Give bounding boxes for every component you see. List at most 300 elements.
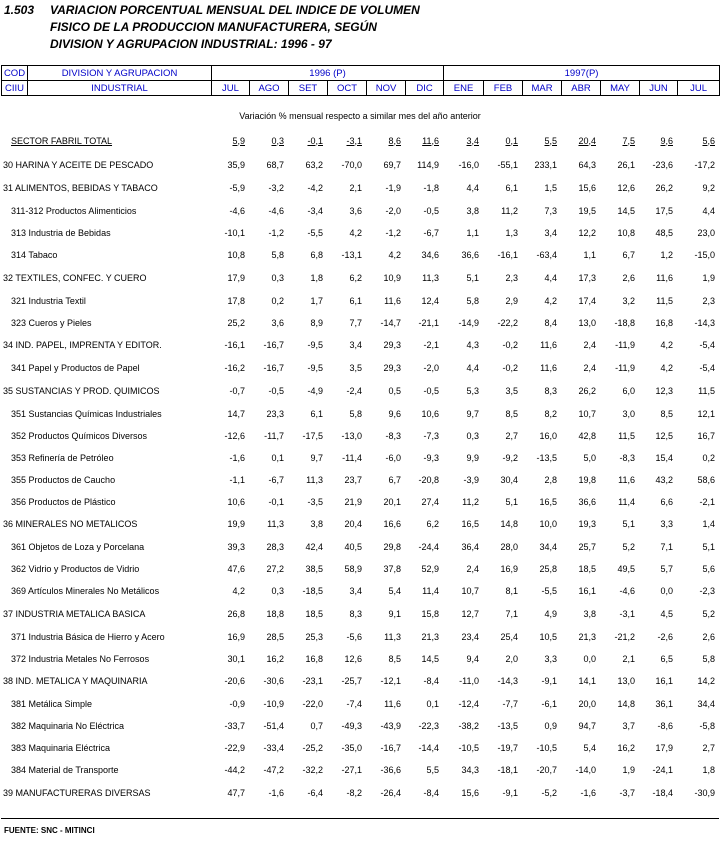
cell-value: 17,3 — [578, 272, 596, 283]
cell-value: -1,9 — [385, 183, 401, 194]
row-label: 361 Objetos de Loza y Porcelana — [11, 542, 145, 552]
cell-value: -1,6 — [268, 787, 284, 798]
table-title — [4, 2, 716, 53]
cell-value: 5,1 — [622, 519, 635, 530]
cell-value: 64,3 — [578, 159, 596, 170]
cell-value: -17,2 — [694, 159, 715, 170]
cell-value: -11,9 — [615, 363, 635, 373]
subgroup-row — [1, 469, 719, 491]
cell-value: -30,9 — [694, 787, 715, 798]
cell-value: -3,2 — [268, 183, 284, 194]
header-month: SET — [289, 81, 328, 96]
cell-value: 8,5 — [388, 653, 401, 664]
cell-value: 0,3 — [271, 586, 284, 596]
cell-value: 26,2 — [655, 183, 673, 194]
header-year-1997: 1997(P) — [444, 66, 720, 81]
cell-value: 25,4 — [500, 631, 518, 642]
cell-value: 8,3 — [349, 608, 362, 619]
cell-value: 10,7 — [578, 408, 596, 419]
cell-value: 11,3 — [267, 519, 284, 530]
row-label: 352 Productos Químicos Diversos — [11, 430, 148, 441]
cell-value: 94,7 — [578, 721, 596, 731]
cell-value: 11,2 — [462, 496, 479, 507]
cell-value: 12,4 — [421, 295, 439, 306]
cell-value: 6,7 — [388, 474, 401, 485]
row-label: 382 Maquinaria No Eléctrica — [11, 721, 125, 731]
subgroup-row — [1, 693, 719, 715]
row-label: 31 ALIMENTOS, BEBIDAS Y TABACO — [3, 183, 158, 194]
division-row — [1, 379, 719, 403]
cell-value: -10,9 — [263, 699, 284, 709]
cell-value: -44,2 — [224, 765, 245, 775]
division-row — [1, 513, 719, 537]
cell-value: 43,2 — [655, 474, 673, 485]
row-label: 383 Maquinaria Eléctrica — [11, 743, 111, 753]
subgroup-row — [1, 357, 719, 379]
cell-value: -47,2 — [263, 765, 284, 775]
table-number: 1.503 — [4, 3, 35, 17]
cell-value: 29,8 — [383, 542, 401, 552]
cell-value: -0,5 — [423, 385, 439, 396]
cell-value: 2,4 — [466, 564, 479, 574]
cell-value: 58,6 — [697, 474, 715, 485]
cell-value: -5,4 — [699, 340, 715, 351]
cell-value: 9,9 — [466, 452, 479, 463]
subgroup-row — [1, 558, 719, 580]
cell-value: -1,6 — [229, 452, 245, 463]
source-note: FUENTE: SNC - MITINCI — [4, 826, 95, 835]
cell-value: 2,7 — [505, 430, 518, 441]
cell-value: -8,2 — [346, 787, 362, 798]
cell-value: -38,2 — [458, 721, 479, 731]
cell-value: -35,0 — [341, 743, 362, 753]
cell-value: 7,5 — [622, 135, 635, 146]
cell-value: -9,2 — [502, 452, 518, 463]
cell-value: 13,0 — [578, 317, 596, 328]
cell-value: 25,7 — [578, 542, 596, 552]
cell-value: 14,5 — [421, 653, 439, 664]
cell-value: 1,5 — [544, 183, 557, 194]
cell-value: -3,5 — [307, 496, 323, 507]
row-label: 369 Artículos Minerales No Metálicos — [11, 586, 160, 596]
cell-value: -8,4 — [423, 787, 439, 798]
cell-value: 16,6 — [383, 519, 401, 530]
row-label: SECTOR FABRIL TOTAL — [11, 135, 113, 146]
cell-value: -22,0 — [302, 699, 323, 709]
cell-value: -12,1 — [380, 676, 401, 687]
cell-value: 5,6 — [702, 564, 715, 574]
cell-value: 36,6 — [578, 496, 596, 507]
row-label: 30 HARINA Y ACEITE DE PESCADO — [3, 159, 154, 170]
cell-value: 52,9 — [421, 564, 439, 574]
cell-value: 7,1 — [660, 542, 673, 552]
cell-value: 16,8 — [655, 317, 673, 328]
cell-value: 4,2 — [660, 363, 673, 373]
cell-value: 11,3 — [306, 474, 323, 485]
header-month: JUN — [640, 81, 678, 96]
cell-value: 11,6 — [618, 474, 635, 485]
cell-value: 14,2 — [697, 676, 715, 687]
cell-value: 6,0 — [622, 385, 635, 396]
cell-value: 2,6 — [622, 272, 635, 283]
cell-value: 9,7 — [466, 408, 479, 419]
cell-value: 5,7 — [660, 564, 673, 574]
cell-value: 10,5 — [539, 631, 557, 642]
cell-value: 21,3 — [421, 631, 439, 642]
cell-value: 8,5 — [505, 408, 518, 419]
cell-value: -16,1 — [224, 340, 245, 351]
cell-value: -0,2 — [502, 363, 518, 373]
cell-value: 11,6 — [540, 340, 557, 351]
cell-value: -33,4 — [263, 743, 284, 753]
cell-value: 16,0 — [539, 430, 557, 441]
cell-value: 1,3 — [505, 228, 518, 238]
cell-value: 0,2 — [271, 295, 284, 306]
header-month: JUL — [212, 81, 250, 96]
cell-value: 3,0 — [622, 408, 635, 419]
cell-value: 11,5 — [698, 385, 715, 396]
cell-value: -18,1 — [497, 765, 518, 775]
sector-total-row — [1, 128, 719, 153]
cell-value: -1,8 — [423, 183, 439, 194]
division-row — [1, 602, 719, 626]
header-month: AGO — [250, 81, 289, 96]
cell-value: 12,6 — [344, 653, 362, 664]
cell-value: -7,3 — [423, 430, 439, 441]
cell-value: 18,8 — [266, 608, 284, 619]
cell-value: 6,1 — [349, 295, 362, 306]
cell-value: -8,4 — [423, 676, 439, 687]
cell-value: 1,9 — [622, 765, 635, 775]
cell-value: 12,3 — [655, 385, 673, 396]
cell-value: -16,7 — [263, 340, 284, 351]
cell-value: -55,1 — [497, 159, 518, 170]
subgroup-row — [1, 491, 719, 513]
cell-value: 38,5 — [305, 564, 323, 574]
cell-value: 42,4 — [305, 542, 323, 552]
cell-value: 2,4 — [583, 363, 596, 373]
cell-value: 1,1 — [583, 250, 596, 260]
cell-value: 14,7 — [227, 408, 245, 419]
cell-value: 7,1 — [505, 608, 518, 619]
cell-value: 8,4 — [544, 317, 557, 328]
cell-value: 1,7 — [310, 295, 323, 306]
bottom-rule — [1, 818, 719, 819]
row-label: 39 MANUFACTURERAS DIVERSAS — [3, 787, 151, 798]
subgroup-row — [1, 580, 719, 602]
cell-value: 34,6 — [421, 250, 439, 260]
subgroup-row — [1, 715, 719, 737]
cell-value: 11,5 — [656, 295, 673, 306]
row-label: 34 IND. PAPEL, IMPRENTA Y EDITOR. — [3, 340, 162, 351]
cell-value: -6,7 — [268, 474, 284, 485]
cell-value: -2,0 — [423, 363, 439, 373]
cell-value: -36,6 — [380, 765, 401, 775]
cell-value: 25,8 — [539, 564, 557, 574]
header-ciiu: CIIU — [2, 81, 28, 96]
cell-value: 16,5 — [461, 519, 479, 530]
cell-value: 16,5 — [539, 496, 557, 507]
cell-value: 11,6 — [656, 272, 673, 283]
cell-value: 28,5 — [266, 631, 284, 642]
row-label: 372 Industria Metales No Ferrosos — [11, 653, 150, 664]
cell-value: 11,5 — [618, 430, 635, 441]
cell-value: 19,9 — [227, 519, 245, 530]
cell-value: -5,6 — [346, 631, 362, 642]
cell-value: -2,4 — [346, 385, 362, 396]
cell-value: 23,0 — [697, 228, 715, 238]
cell-value: 68,7 — [266, 159, 284, 170]
cell-value: 11,4 — [422, 586, 439, 596]
cell-value: 10,8 — [227, 250, 245, 260]
cell-value: -1,6 — [580, 787, 596, 798]
cell-value: 4,3 — [466, 340, 479, 351]
subgroup-row — [1, 737, 719, 759]
cell-value: -1,2 — [268, 228, 284, 238]
cell-value: 5,1 — [505, 496, 518, 507]
cell-value: -14,9 — [458, 317, 479, 328]
cell-value: -6,4 — [307, 787, 323, 798]
cell-value: 4,4 — [466, 183, 479, 194]
cell-value: 8,1 — [505, 586, 518, 596]
cell-value: 34,3 — [461, 765, 479, 775]
cell-value: 6,8 — [310, 250, 323, 260]
row-label: 341 Papel y Productos de Papel — [11, 363, 140, 373]
cell-value: -23,1 — [302, 676, 323, 687]
row-label: 384 Material de Transporte — [11, 765, 119, 775]
cell-value: 18,5 — [578, 564, 596, 574]
cell-value: 28,0 — [500, 542, 518, 552]
cell-value: -7,7 — [502, 699, 518, 709]
cell-value: 5,9 — [232, 135, 245, 146]
cell-value: -10,1 — [224, 228, 245, 238]
cell-value: 4,4 — [466, 363, 479, 373]
header-month: OCT — [328, 81, 367, 96]
cell-value: 37,8 — [383, 564, 401, 574]
cell-value: 11,3 — [422, 272, 439, 283]
cell-value: -11,9 — [615, 340, 635, 351]
cell-value: 2,4 — [583, 340, 596, 351]
cell-value: 6,2 — [426, 519, 439, 530]
subgroup-row — [1, 312, 719, 334]
row-label: 37 INDUSTRIA METALICA BASICA — [3, 608, 146, 619]
cell-value: 10,6 — [227, 496, 245, 507]
cell-value: 10,6 — [421, 408, 439, 419]
cell-value: 5,2 — [622, 542, 635, 552]
cell-value: -21,1 — [418, 317, 439, 328]
table-subtitle: Variación % mensual respecto a similar mes del año anterior — [239, 111, 481, 121]
subgroup-row — [1, 648, 719, 670]
cell-value: -22,3 — [418, 721, 439, 731]
cell-value: 5,8 — [349, 408, 362, 419]
cell-value: 15,4 — [655, 452, 673, 463]
cell-value: -9,5 — [307, 340, 323, 351]
division-row — [1, 670, 719, 694]
cell-value: -5,8 — [699, 721, 715, 731]
cell-value: 4,5 — [660, 608, 673, 619]
cell-value: -17,5 — [302, 430, 323, 441]
cell-value: -5,5 — [307, 228, 323, 238]
cell-value: -24,4 — [418, 542, 439, 552]
subgroup-row — [1, 244, 719, 266]
cell-value: 4,2 — [349, 228, 362, 238]
cell-value: 58,9 — [344, 564, 362, 574]
cell-value: -14,4 — [418, 743, 439, 753]
cell-value: 12,5 — [655, 430, 673, 441]
cell-value: 2,9 — [505, 295, 518, 306]
cell-value: 16,7 — [697, 430, 715, 441]
header-month: MAY — [601, 81, 640, 96]
cell-value: -11,4 — [342, 452, 362, 463]
cell-value: 3,3 — [544, 653, 557, 664]
division-row — [1, 177, 719, 201]
cell-value: -19,7 — [497, 743, 518, 753]
cell-value: 20,1 — [383, 496, 401, 507]
cell-value: -16,0 — [458, 159, 479, 170]
cell-value: -11,0 — [459, 676, 479, 687]
cell-value: 42,8 — [578, 430, 596, 441]
subgroup-row — [1, 200, 719, 222]
cell-value: 3,3 — [660, 519, 673, 530]
cell-value: 11,6 — [540, 363, 557, 373]
cell-value: 40,5 — [344, 542, 362, 552]
row-label: 311-312 Productos Alimenticios — [11, 206, 137, 216]
cell-value: 27,4 — [421, 496, 439, 507]
header-cod: COD — [2, 66, 28, 81]
cell-value: 20,4 — [578, 135, 596, 146]
header-division: DIVISION Y AGRUPACION — [28, 66, 212, 81]
cell-value: 3,4 — [544, 228, 557, 238]
cell-value: -3,1 — [619, 608, 635, 619]
cell-value: -0,1 — [307, 135, 323, 146]
cell-value: 3,4 — [349, 340, 362, 351]
cell-value: 36,1 — [655, 699, 673, 709]
cell-value: 63,2 — [305, 159, 323, 170]
cell-value: -7,4 — [346, 699, 362, 709]
cell-value: 3,8 — [310, 519, 323, 530]
row-label: 35 SUSTANCIAS Y PROD. QUIMICOS — [3, 385, 160, 396]
cell-value: 10,7 — [461, 586, 479, 596]
cell-value: -32,2 — [302, 765, 323, 775]
cell-value: 6,7 — [622, 250, 635, 260]
cell-value: 3,6 — [271, 317, 284, 328]
cell-value: -0,9 — [229, 699, 245, 709]
cell-value: 16,1 — [578, 586, 596, 596]
cell-value: 16,8 — [305, 653, 323, 664]
cell-value: -9,1 — [541, 676, 557, 687]
header-month: MAR — [523, 81, 562, 96]
subgroup-row — [1, 425, 719, 447]
cell-value: 17,5 — [655, 206, 673, 216]
cell-value: 23,3 — [266, 408, 284, 419]
cell-value: -14,3 — [694, 317, 715, 328]
cell-value: -15,0 — [694, 250, 715, 260]
cell-value: 11,6 — [384, 295, 401, 306]
cell-value: -4,6 — [229, 206, 245, 216]
cell-value: 8,5 — [660, 408, 673, 419]
subgroup-row — [1, 536, 719, 558]
cell-value: 20,4 — [344, 519, 362, 530]
cell-value: -0,5 — [423, 206, 439, 216]
cell-value: 35,9 — [227, 159, 245, 170]
cell-value: 4,2 — [388, 250, 401, 260]
cell-value: 3,5 — [505, 385, 518, 396]
subgroup-row — [1, 222, 719, 244]
cell-value: 16,1 — [655, 676, 673, 687]
cell-value: 15,6 — [461, 787, 479, 798]
cell-value: 233,1 — [534, 159, 557, 170]
cell-value: -6,0 — [385, 452, 401, 463]
cell-value: 0,9 — [544, 721, 557, 731]
cell-value: 8,3 — [544, 385, 557, 396]
cell-value: -5,2 — [541, 787, 557, 798]
cell-value: -3,9 — [463, 474, 479, 485]
cell-value: 30,1 — [227, 653, 245, 664]
cell-value: 5,8 — [702, 653, 715, 664]
cell-value: -5,5 — [541, 586, 557, 596]
title-line-2: FISICO DE LA PRODUCCION MANUFACTURERA, SEGÚN — [50, 20, 377, 34]
cell-value: 48,5 — [655, 228, 673, 238]
cell-value: 27,2 — [266, 564, 284, 574]
cell-value: 11,6 — [384, 699, 401, 709]
cell-value: 17,8 — [227, 295, 245, 306]
cell-value: 26,1 — [617, 159, 635, 170]
header-month: FEB — [484, 81, 523, 96]
cell-value: -0,2 — [502, 340, 518, 351]
cell-value: 14,8 — [500, 519, 518, 530]
cell-value: 0,2 — [702, 452, 715, 463]
cell-value: 114,9 — [417, 159, 439, 170]
cell-value: 4,2 — [660, 340, 673, 351]
title-line-3: DIVISION Y AGRUPACION INDUSTRIAL: 1996 - 97 — [50, 37, 332, 51]
cell-value: 5,8 — [271, 250, 284, 260]
cell-value: 3,7 — [622, 721, 635, 731]
cell-value: 5,4 — [583, 743, 596, 753]
cell-value: 49,5 — [617, 564, 635, 574]
cell-value: -18,4 — [652, 787, 673, 798]
cell-value: -12,4 — [458, 699, 479, 709]
cell-value: 11,3 — [384, 631, 401, 642]
cell-value: -8,3 — [619, 452, 635, 463]
cell-value: -43,9 — [380, 721, 401, 731]
cell-value: 2,7 — [702, 743, 715, 753]
cell-value: 5,4 — [388, 586, 401, 596]
cell-value: -30,6 — [263, 676, 284, 687]
cell-value: 34,4 — [539, 542, 557, 552]
cell-value: -51,4 — [263, 721, 284, 731]
cell-value: -2,3 — [699, 586, 715, 596]
cell-value: -10,5 — [536, 743, 557, 753]
cell-value: 39,3 — [227, 542, 245, 552]
cell-value: 17,9 — [227, 272, 245, 283]
cell-value: -5,9 — [229, 183, 245, 194]
cell-value: 2,1 — [349, 183, 362, 194]
cell-value: 6,1 — [505, 183, 518, 194]
title-line-1: VARIACION PORCENTUAL MENSUAL DEL INDICE DE VOLUMEN — [50, 3, 420, 17]
cell-value: 0,7 — [310, 721, 323, 731]
cell-value: -3,7 — [619, 787, 635, 798]
cell-value: 8,2 — [544, 408, 557, 419]
cell-value: 26,2 — [578, 385, 596, 396]
cell-value: -14,3 — [497, 676, 518, 687]
cell-value: 28,3 — [266, 542, 284, 552]
header-month: NOV — [367, 81, 406, 96]
cell-value: -0,5 — [268, 385, 284, 396]
cell-value: -21,2 — [614, 631, 635, 642]
cell-value: 47,6 — [227, 564, 245, 574]
cell-value: 5,3 — [466, 385, 479, 396]
cell-value: 9,4 — [466, 653, 479, 664]
